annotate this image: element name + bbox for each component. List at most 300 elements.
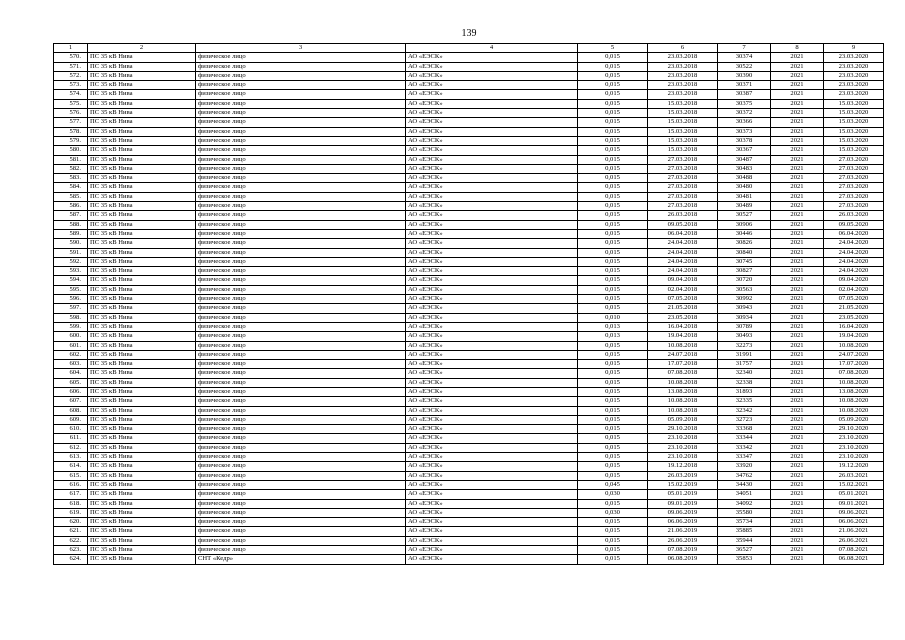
table-cell: физическое лицо [196,183,406,192]
column-header: 7 [718,44,771,53]
table-cell: 23.03.2018 [648,53,718,62]
table-cell: АО «ЕЭСК» [406,304,578,313]
table-cell: физическое лицо [196,332,406,341]
table-cell: ПС 35 кВ Нива [88,146,196,155]
table-cell: ПС 35 кВ Нива [88,183,196,192]
table-cell: физическое лицо [196,406,406,415]
table-row [54,443,884,452]
column-header: 8 [771,44,824,53]
table-cell: 32342 [718,406,771,415]
table-cell: ПС 35 кВ Нива [88,313,196,322]
table-cell: 2021 [771,480,824,489]
table-cell: 0,015 [578,499,648,508]
table-cell: 0,015 [578,285,648,294]
column-header: 6 [648,44,718,53]
table-cell: АО «ЕЭСК» [406,341,578,350]
table-cell: 10.08.2018 [648,397,718,406]
table-cell: 31893 [718,387,771,396]
table-cell: 605. [54,378,88,387]
table-cell: 2021 [771,53,824,62]
table-cell: физическое лицо [196,350,406,359]
table-row [54,164,884,173]
table-cell: АО «ЕЭСК» [406,90,578,99]
table-cell: 23.03.2020 [824,81,884,90]
table-row [54,211,884,220]
data-table [53,43,884,565]
table-cell: 21.05.2020 [824,304,884,313]
table-cell: 33920 [718,462,771,471]
table-cell: физическое лицо [196,462,406,471]
table-cell: 624. [54,555,88,564]
table-cell: АО «ЕЭСК» [406,443,578,452]
table-cell: 27.03.2018 [648,174,718,183]
table-cell: 2021 [771,378,824,387]
table-cell: физическое лицо [196,387,406,396]
table-cell: 2021 [771,146,824,155]
table-cell: АО «ЕЭСК» [406,480,578,489]
table-cell: ПС 35 кВ Нива [88,360,196,369]
table-cell: ПС 35 кВ Нива [88,332,196,341]
table-cell: 592. [54,257,88,266]
table-cell: физическое лицо [196,62,406,71]
table-cell: физическое лицо [196,304,406,313]
table-cell: АО «ЕЭСК» [406,322,578,331]
table-cell: 576. [54,109,88,118]
table-cell: 23.03.2020 [824,53,884,62]
table-cell: физическое лицо [196,257,406,266]
table-cell: 2021 [771,462,824,471]
table-row [54,285,884,294]
table-cell: 26.03.2020 [824,211,884,220]
table-cell: 24.04.2018 [648,257,718,266]
table-cell: 591. [54,248,88,257]
table-cell: 0,015 [578,443,648,452]
table-row [54,53,884,62]
table-cell: 580. [54,146,88,155]
table-cell: ПС 35 кВ Нива [88,434,196,443]
table-cell: 15.03.2020 [824,136,884,145]
table-cell: СНТ «Кедр» [196,555,406,564]
table-cell: 02.04.2020 [824,285,884,294]
table-cell: 0,015 [578,434,648,443]
table-cell: 30483 [718,164,771,173]
table-cell: 19.04.2020 [824,332,884,341]
table-cell: физическое лицо [196,118,406,127]
table-cell: 2021 [771,164,824,173]
table-cell: 574. [54,90,88,99]
table-cell: 0,015 [578,136,648,145]
table-cell: 601. [54,341,88,350]
table-cell: 23.10.2018 [648,434,718,443]
table-cell: 0,015 [578,220,648,229]
table-row [54,360,884,369]
table-cell: АО «ЕЭСК» [406,164,578,173]
table-row [54,313,884,322]
table-cell: 13.08.2018 [648,387,718,396]
table-cell: АО «ЕЭСК» [406,127,578,136]
table-cell: АО «ЕЭСК» [406,229,578,238]
table-cell: 30563 [718,285,771,294]
table-cell: 05.01.2021 [824,490,884,499]
table-cell: 2021 [771,546,824,555]
table-cell: АО «ЕЭСК» [406,146,578,155]
table-cell: 0,015 [578,53,648,62]
table-cell: 582. [54,164,88,173]
table-cell: 09.05.2020 [824,220,884,229]
table-cell: физическое лицо [196,71,406,80]
table-cell: 2021 [771,471,824,480]
table-cell: 32723 [718,415,771,424]
table-cell: 2021 [771,406,824,415]
table-cell: физическое лицо [196,109,406,118]
table-cell: ПС 35 кВ Нива [88,378,196,387]
table-cell: 30487 [718,155,771,164]
table-cell: 579. [54,136,88,145]
table-cell: АО «ЕЭСК» [406,211,578,220]
table-cell: 2021 [771,136,824,145]
table-cell: 0,015 [578,62,648,71]
table-cell: 607. [54,397,88,406]
table-cell: 0,015 [578,415,648,424]
table-cell: 2021 [771,99,824,108]
column-header: 2 [88,44,196,53]
table-cell: 0,015 [578,155,648,164]
table-cell: 2021 [771,443,824,452]
table-cell: 24.04.2020 [824,239,884,248]
table-row [54,415,884,424]
table-cell: 2021 [771,518,824,527]
table-cell: ПС 35 кВ Нива [88,555,196,564]
table-cell: 30366 [718,118,771,127]
table-row [54,109,884,118]
table-cell: ПС 35 кВ Нива [88,71,196,80]
table-cell: 35734 [718,518,771,527]
table-cell: АО «ЕЭСК» [406,453,578,462]
table-cell: 15.03.2018 [648,109,718,118]
table-row [54,155,884,164]
table-cell: 07.08.2021 [824,546,884,555]
table-cell: АО «ЕЭСК» [406,248,578,257]
table-cell: АО «ЕЭСК» [406,62,578,71]
table-cell: 2021 [771,453,824,462]
table-cell: 618. [54,499,88,508]
table-cell: 0,015 [578,229,648,238]
table-row [54,192,884,201]
table-row [54,555,884,564]
table-cell: 2021 [771,229,824,238]
table-cell: 24.04.2020 [824,248,884,257]
table-cell: физическое лицо [196,146,406,155]
table-cell: ПС 35 кВ Нива [88,443,196,452]
table-cell: АО «ЕЭСК» [406,332,578,341]
table-cell: 23.10.2020 [824,443,884,452]
table-row [54,480,884,489]
table-cell: 0,010 [578,313,648,322]
table-cell: 2021 [771,322,824,331]
table-cell: 27.03.2020 [824,164,884,173]
table-cell: ПС 35 кВ Нива [88,229,196,238]
table-cell: 613. [54,453,88,462]
table-cell: 0,015 [578,211,648,220]
table-cell: 09.06.2019 [648,508,718,517]
table-cell: 21.06.2021 [824,527,884,536]
table-cell: 15.03.2020 [824,99,884,108]
table-cell: ПС 35 кВ Нива [88,127,196,136]
table-cell: 15.03.2018 [648,99,718,108]
table-cell: физическое лицо [196,313,406,322]
table-cell: 604. [54,369,88,378]
table-cell: 584. [54,183,88,192]
table-cell: 621. [54,527,88,536]
table-cell: физическое лицо [196,220,406,229]
table-cell: 0,015 [578,276,648,285]
table-cell: АО «ЕЭСК» [406,490,578,499]
table-cell: ПС 35 кВ Нива [88,304,196,313]
table-cell: 30906 [718,220,771,229]
table-cell: 619. [54,508,88,517]
table-cell: АО «ЕЭСК» [406,118,578,127]
table-cell: 573. [54,81,88,90]
table-row [54,304,884,313]
table-row [54,425,884,434]
table-cell: 35885 [718,527,771,536]
table-row [54,183,884,192]
table-cell: физическое лицо [196,127,406,136]
table-cell: 2021 [771,341,824,350]
table-cell: 0,015 [578,127,648,136]
table-cell: 2021 [771,285,824,294]
table-cell: 23.10.2018 [648,453,718,462]
table-cell: ПС 35 кВ Нива [88,322,196,331]
table-cell: АО «ЕЭСК» [406,434,578,443]
table-cell: физическое лицо [196,267,406,276]
table-cell: 583. [54,174,88,183]
table-cell: ПС 35 кВ Нива [88,453,196,462]
table-cell: 588. [54,220,88,229]
table-cell: АО «ЕЭСК» [406,174,578,183]
table-row [54,518,884,527]
table-cell: 10.08.2020 [824,341,884,350]
header-row [54,44,884,53]
table-cell: 27.03.2020 [824,192,884,201]
table-cell: 0,015 [578,471,648,480]
table-cell: 15.03.2018 [648,118,718,127]
table-row [54,174,884,183]
table-cell: АО «ЕЭСК» [406,536,578,545]
table-cell: ПС 35 кВ Нива [88,350,196,359]
table-cell: ПС 35 кВ Нива [88,546,196,555]
table-cell: 2021 [771,183,824,192]
table-cell: 589. [54,229,88,238]
table-row [54,248,884,257]
table-cell: 27.03.2018 [648,183,718,192]
table-cell: 09.05.2018 [648,220,718,229]
table-row [54,462,884,471]
table-cell: 0,015 [578,90,648,99]
table-cell: 0,015 [578,378,648,387]
table-row [54,322,884,331]
table-cell: 15.03.2020 [824,146,884,155]
table-cell: 30826 [718,239,771,248]
table-cell: 623. [54,546,88,555]
table-cell: 2021 [771,71,824,80]
table-cell: 09.01.2019 [648,499,718,508]
table-cell: 30387 [718,90,771,99]
table-cell: 2021 [771,295,824,304]
table-cell: 2021 [771,248,824,257]
table-cell: 30992 [718,295,771,304]
table-cell: 616. [54,480,88,489]
table-cell: физическое лицо [196,508,406,517]
table-cell: 30493 [718,332,771,341]
table-cell: 10.08.2018 [648,341,718,350]
table-cell: АО «ЕЭСК» [406,508,578,517]
table-cell: 577. [54,118,88,127]
table-cell: физическое лицо [196,81,406,90]
table-row [54,229,884,238]
table-cell: 2021 [771,304,824,313]
table-cell: 0,015 [578,304,648,313]
table-cell: 15.03.2020 [824,109,884,118]
table-row [54,118,884,127]
table-cell: 30934 [718,313,771,322]
table-cell: АО «ЕЭСК» [406,99,578,108]
table-cell: 33342 [718,443,771,452]
table-cell: 0,015 [578,267,648,276]
table-cell: 0,015 [578,99,648,108]
table-cell: 30480 [718,183,771,192]
table-cell: АО «ЕЭСК» [406,285,578,294]
table-cell: 2021 [771,387,824,396]
table-cell: АО «ЕЭСК» [406,527,578,536]
table-cell: 30522 [718,62,771,71]
table-cell: ПС 35 кВ Нива [88,118,196,127]
table-cell: 0,015 [578,462,648,471]
table-cell: 2021 [771,425,824,434]
table-cell: физическое лицо [196,285,406,294]
table-cell: 24.04.2018 [648,267,718,276]
table-cell: 07.08.2019 [648,546,718,555]
table-cell: 2021 [771,90,824,99]
table-cell: 30488 [718,174,771,183]
table-cell: ПС 35 кВ Нива [88,248,196,257]
table-row [54,369,884,378]
table-cell: физическое лицо [196,425,406,434]
table-cell: 2021 [771,360,824,369]
table-cell: 23.03.2020 [824,62,884,71]
table-cell: физическое лицо [196,53,406,62]
table-row [54,257,884,266]
table-row [54,350,884,359]
table-cell: 17.07.2018 [648,360,718,369]
table-cell: 09.04.2020 [824,276,884,285]
table-cell: АО «ЕЭСК» [406,267,578,276]
table-cell: 06.06.2019 [648,518,718,527]
table-cell: 2021 [771,527,824,536]
table-cell: ПС 35 кВ Нива [88,174,196,183]
table-cell: 24.04.2020 [824,267,884,276]
table-cell: 0,015 [578,536,648,545]
table-cell: 30527 [718,211,771,220]
table-cell: 2021 [771,313,824,322]
table-cell: 23.03.2020 [824,90,884,99]
table-cell: АО «ЕЭСК» [406,71,578,80]
table-cell: 07.05.2020 [824,295,884,304]
table-cell: физическое лицо [196,229,406,238]
table-cell: 0,015 [578,397,648,406]
table-cell: АО «ЕЭСК» [406,546,578,555]
table-cell: 07.08.2018 [648,369,718,378]
column-header: 5 [578,44,648,53]
table-cell: физическое лицо [196,136,406,145]
table-cell: 30489 [718,202,771,211]
table-cell: АО «ЕЭСК» [406,462,578,471]
table-row [54,387,884,396]
table-row [54,378,884,387]
table-cell: 596. [54,295,88,304]
table-cell: АО «ЕЭСК» [406,397,578,406]
table-cell: 30789 [718,322,771,331]
table-cell: 32340 [718,369,771,378]
table-cell: 09.04.2018 [648,276,718,285]
table-cell: АО «ЕЭСК» [406,350,578,359]
table-cell: 2021 [771,192,824,201]
table-cell: 2021 [771,350,824,359]
table-cell: ПС 35 кВ Нива [88,211,196,220]
table-cell: 2021 [771,127,824,136]
table-row [54,295,884,304]
table-cell: 2021 [771,109,824,118]
table-cell: 05.09.2018 [648,415,718,424]
table-cell: 23.10.2020 [824,453,884,462]
table-cell: 590. [54,239,88,248]
table-cell: ПС 35 кВ Нива [88,81,196,90]
table-cell: ПС 35 кВ Нива [88,62,196,71]
table-cell: 0,013 [578,332,648,341]
table-cell: ПС 35 кВ Нива [88,136,196,145]
table-cell: физическое лицо [196,434,406,443]
table-cell: 30943 [718,304,771,313]
table-cell: 15.03.2018 [648,136,718,145]
table-cell: АО «ЕЭСК» [406,109,578,118]
table-cell: 571. [54,62,88,71]
table-cell: 31757 [718,360,771,369]
table-cell: 0,015 [578,174,648,183]
table-cell: ПС 35 кВ Нива [88,462,196,471]
table-cell: 23.05.2018 [648,313,718,322]
table-cell: 27.03.2018 [648,192,718,201]
table-row [54,490,884,499]
table-cell: АО «ЕЭСК» [406,295,578,304]
table-cell: 0,015 [578,164,648,173]
table-cell: 2021 [771,220,824,229]
table-cell: 0,015 [578,295,648,304]
table-cell: АО «ЕЭСК» [406,471,578,480]
table-cell: 34762 [718,471,771,480]
table-row [54,508,884,517]
table-cell: 10.08.2020 [824,378,884,387]
table-cell: ПС 35 кВ Нива [88,53,196,62]
table-cell: 13.08.2020 [824,387,884,396]
table-cell: 0,015 [578,248,648,257]
table-cell: 34092 [718,499,771,508]
table-cell: физическое лицо [196,155,406,164]
table-cell: физическое лицо [196,453,406,462]
table-cell: 27.03.2020 [824,155,884,164]
table-cell: 0,015 [578,109,648,118]
table-cell: ПС 35 кВ Нива [88,192,196,201]
table-cell: АО «ЕЭСК» [406,360,578,369]
